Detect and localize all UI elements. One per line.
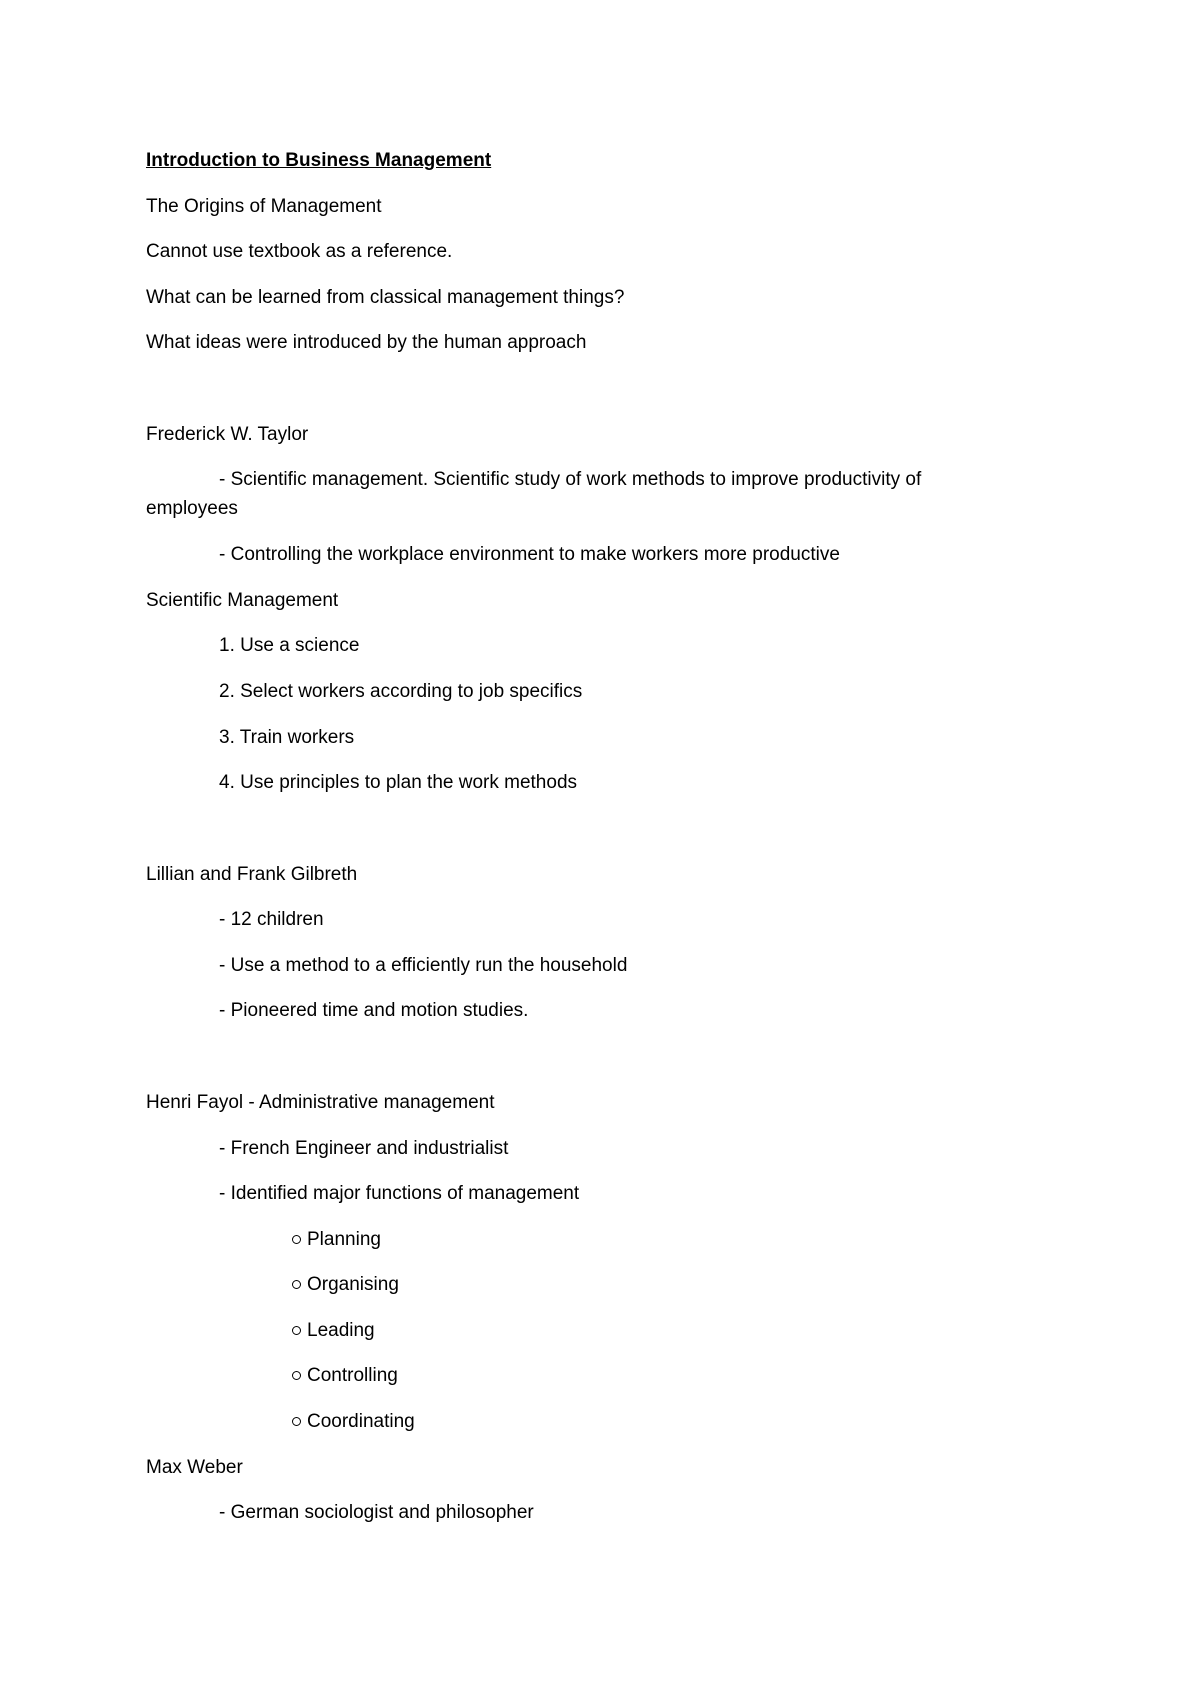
section-heading-taylor: Frederick W. Taylor xyxy=(146,424,309,445)
fayol-function xyxy=(292,1319,375,1343)
document-title: Introduction to Business Management xyxy=(146,150,492,171)
fayol-function xyxy=(292,1410,415,1434)
gilbreth-item: - 12 children xyxy=(219,909,324,930)
fayol-item: - French Engineer and industrialist xyxy=(219,1138,509,1159)
scientific-item: 1. Use a science xyxy=(219,635,360,656)
weber-item: - German sociologist and philosopher xyxy=(219,1502,534,1523)
taylor-point: - Controlling the workplace environment to make workers more productive xyxy=(219,544,840,565)
scientific-item: 4. Use principles to plan the work methods xyxy=(219,772,578,793)
section-heading-scientific: Scientific Management xyxy=(146,590,339,611)
scientific-item: 2. Select workers according to job specifics xyxy=(219,681,583,702)
circle-bullet-icon xyxy=(292,1235,301,1244)
fayol-function xyxy=(292,1228,381,1252)
section-heading-gilbreth: Lillian and Frank Gilbreth xyxy=(146,864,358,885)
circle-bullet-icon xyxy=(292,1417,301,1426)
gilbreth-item: - Use a method to a efficiently run the household xyxy=(219,955,628,976)
fayol-item: - Identified major functions of management xyxy=(219,1183,580,1204)
fayol-function-label: Coordinating xyxy=(307,1411,415,1432)
fayol-function-label: Planning xyxy=(307,1229,381,1250)
fayol-function-label: Controlling xyxy=(307,1365,398,1386)
section-heading-fayol: Henri Fayol - Administrative management xyxy=(146,1092,495,1113)
intro-line: What can be learned from classical management things? xyxy=(146,287,625,308)
scientific-item: 3. Train workers xyxy=(219,727,355,748)
taylor-point-continuation: employees xyxy=(146,498,238,519)
circle-bullet-icon xyxy=(292,1326,301,1335)
fayol-function-label: Leading xyxy=(307,1320,375,1341)
intro-line: Cannot use textbook as a reference. xyxy=(146,241,453,262)
taylor-point: - Scientific management. Scientific study of work methods to improve productivity of xyxy=(219,469,922,490)
circle-bullet-icon xyxy=(292,1280,301,1289)
intro-line: What ideas were introduced by the human approach xyxy=(146,332,587,353)
circle-bullet-icon xyxy=(292,1371,301,1380)
fayol-function-label: Organising xyxy=(307,1274,399,1295)
section-heading-weber: Max Weber xyxy=(146,1457,243,1478)
intro-line: The Origins of Management xyxy=(146,196,382,217)
fayol-function xyxy=(292,1273,399,1297)
fayol-function xyxy=(292,1364,398,1388)
gilbreth-item: - Pioneered time and motion studies. xyxy=(219,1000,529,1021)
